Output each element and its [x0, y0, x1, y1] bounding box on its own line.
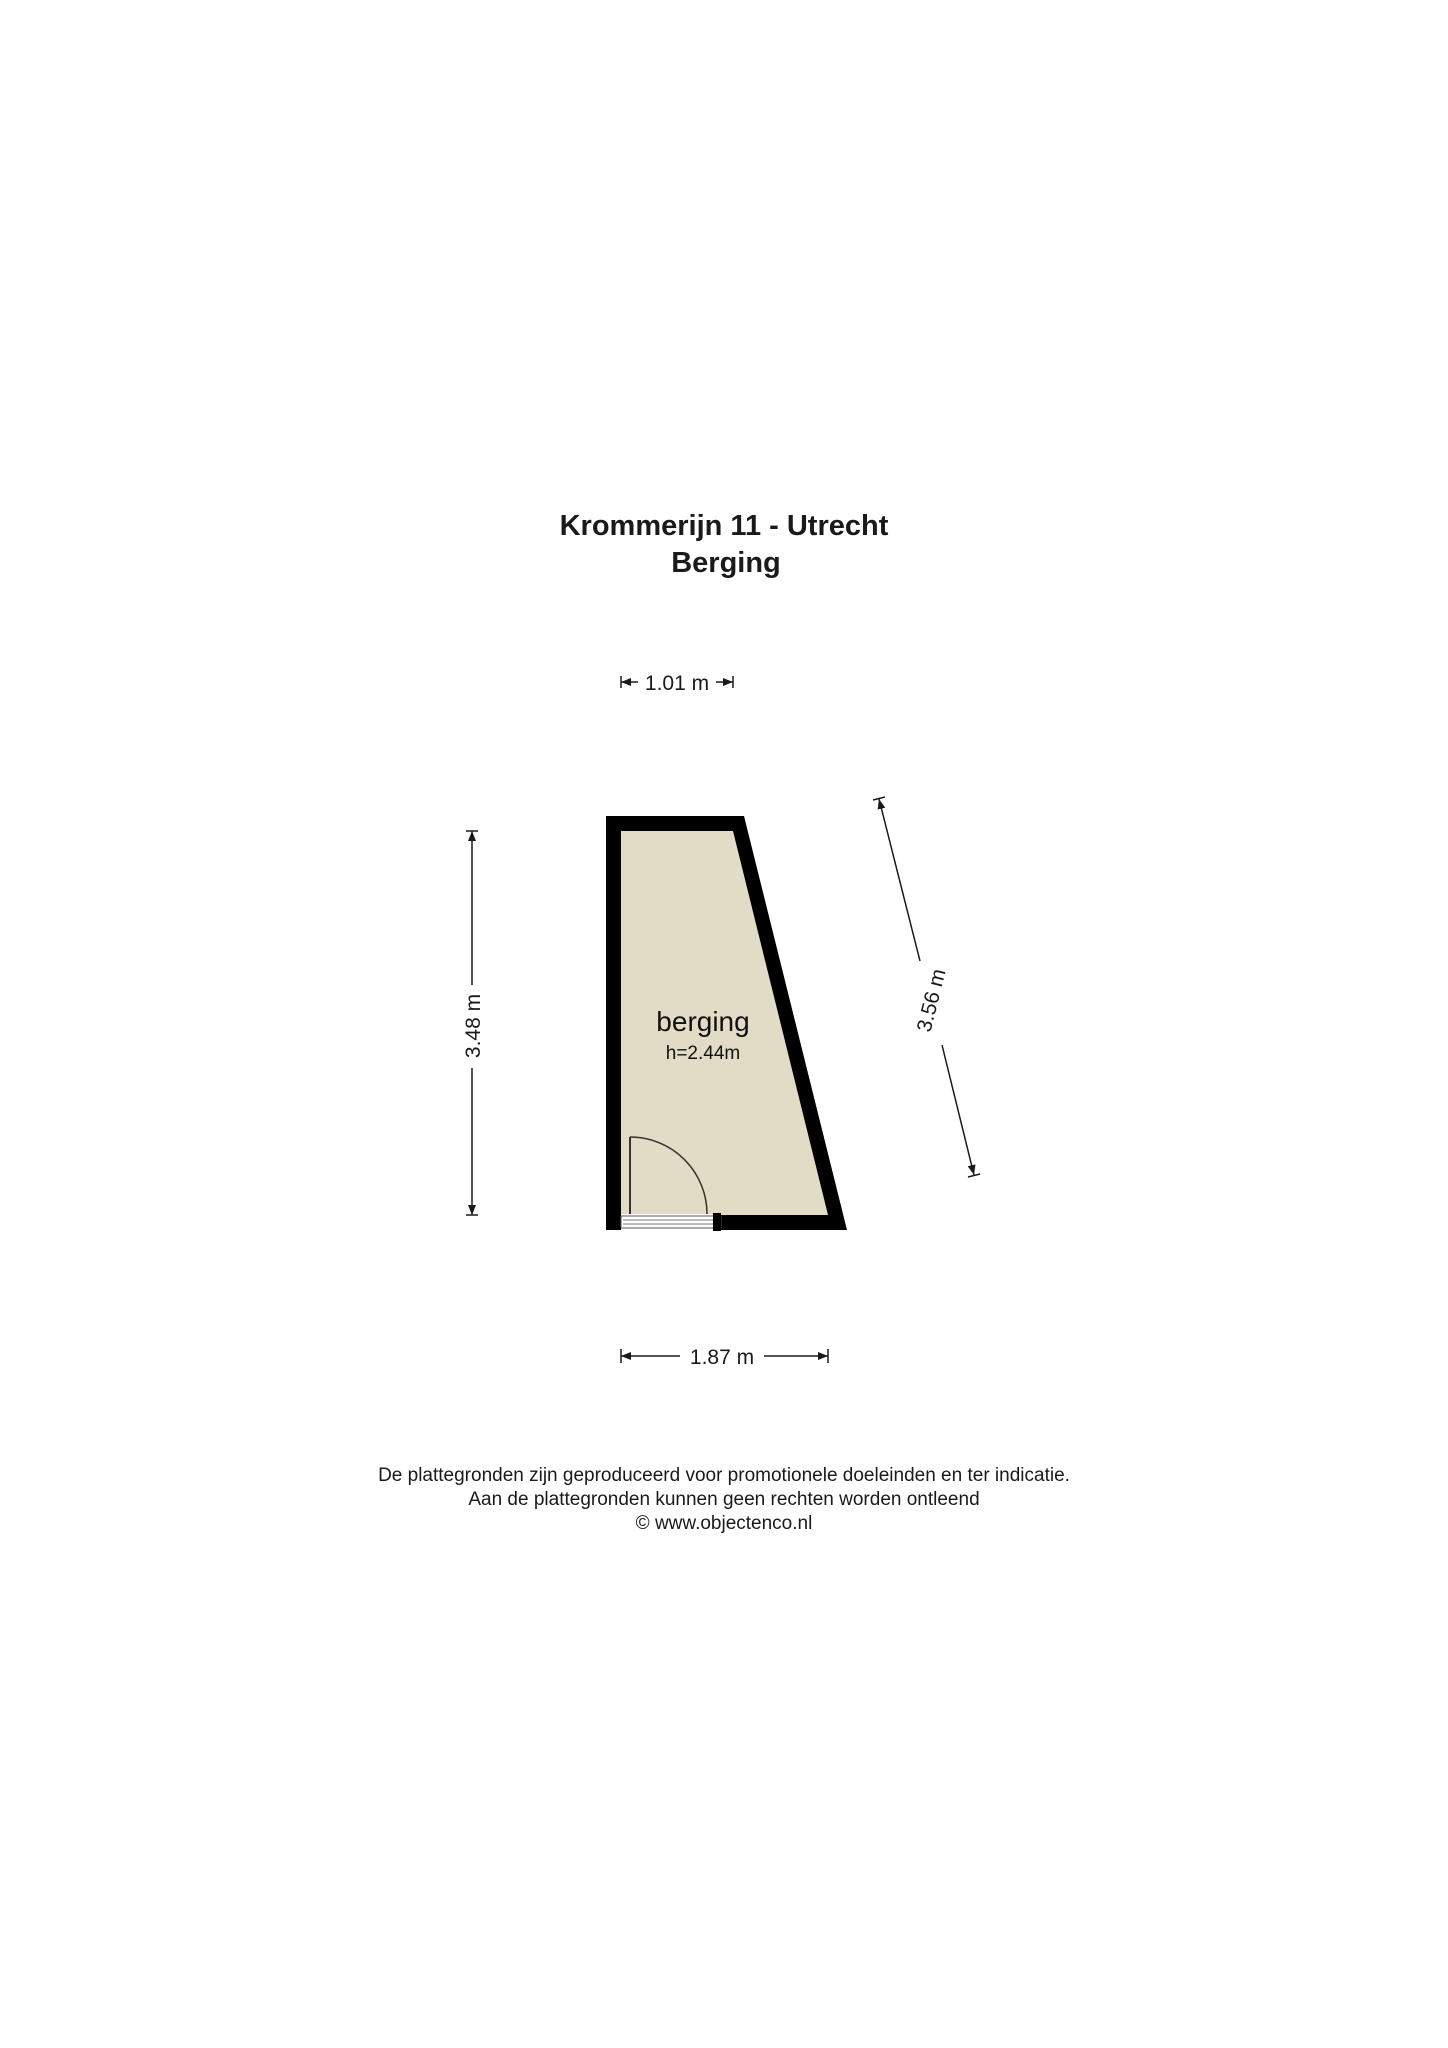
door-jamb	[713, 1213, 721, 1231]
door-threshold	[621, 1216, 721, 1228]
disclaimer	[0, 1464, 1448, 1536]
copyright-line: © www.objectenco.nl	[635, 1513, 813, 1534]
dimension-right-slope	[873, 797, 980, 1177]
dimension-right-slope-label: 3.56 m	[912, 966, 951, 1035]
dimension-bottom-width	[621, 1346, 828, 1369]
page-title: Krommerijn 11 - Utrecht	[559, 510, 889, 542]
dimension-bottom-width-label: 1.87 m	[689, 1346, 755, 1369]
disclaimer-line-1: De plattegronden zijn geproduceerd voor promotionele doeleinden en ter indicatie.	[378, 1465, 1070, 1486]
dimension-left-height-label: 3.48 m	[462, 993, 485, 1059]
page-subtitle: Berging	[671, 547, 781, 579]
room-height-label: h=2.44m	[665, 1043, 741, 1064]
dimension-left-height	[462, 831, 485, 1215]
dimension-top-width	[621, 672, 733, 695]
disclaimer-line-2: Aan de plattegronden kunnen geen rechten worden ontleend	[468, 1489, 980, 1510]
room-name: berging	[656, 1006, 750, 1037]
dimension-top-width-label: 1.01 m	[644, 672, 710, 695]
